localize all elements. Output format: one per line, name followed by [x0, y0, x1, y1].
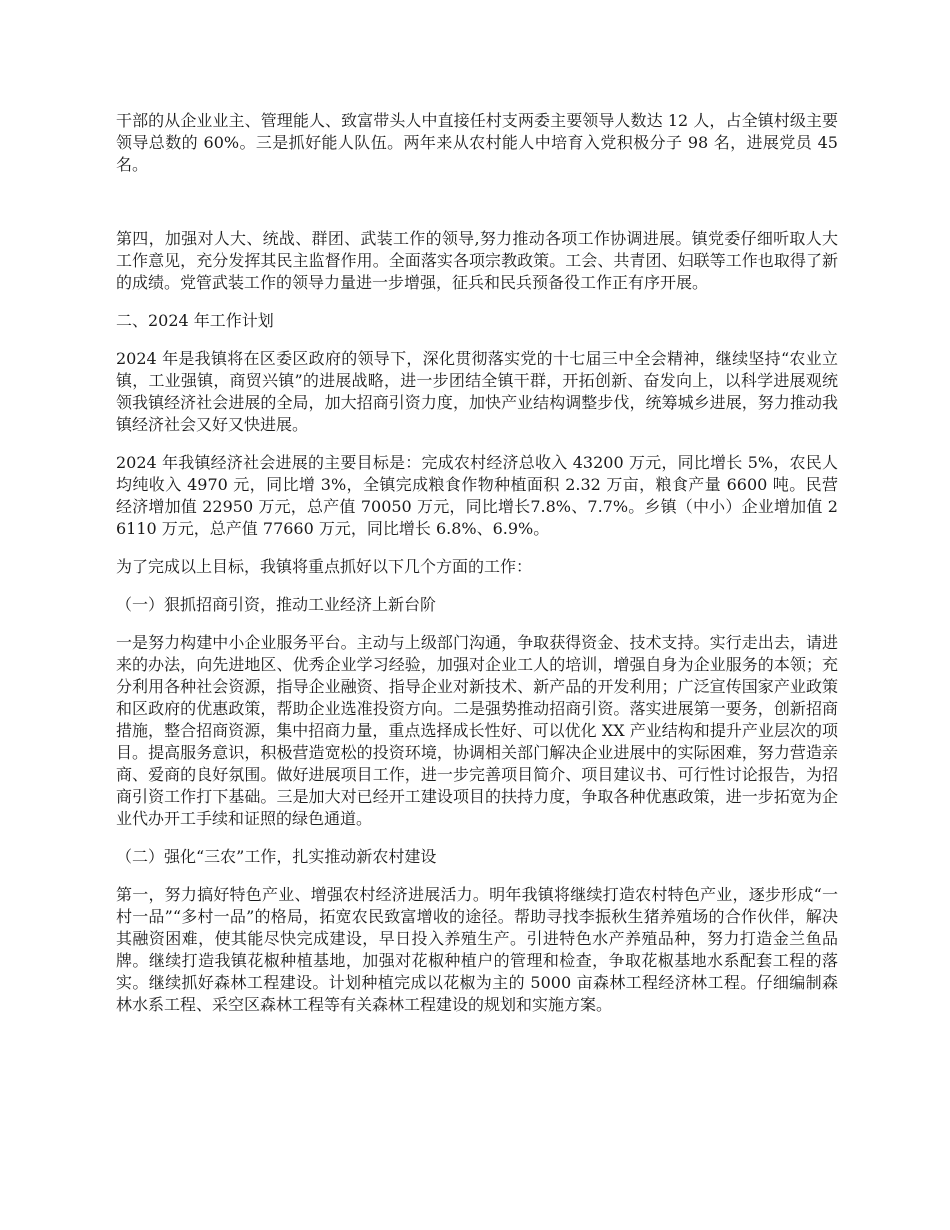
paragraph-fourth-point: 第四，加强对人大、统战、群团、武装工作的领导,努力推动各项工作协调进展。镇党委仔细听取人大工作意见，充分发挥其民主监督作用。全面落实各项宗教政策。工会、共青团、妇联等工作也取得了新的成绩。党管武装工作的领导力量进一步增强，征兵和民兵预备役工作正有序开展。: [116, 229, 838, 292]
paragraph-investment-details: 一是努力构建中小企业服务平台。主动与上级部门沟通，争取获得资金、技术支持。实行走出去，请进来的办法，向先进地区、优秀企业学习经验，加强对企业工人的培训，增强自身为企业服务的本领；充分利用各种社会资源，指导企业融资、指导企业对新技术、新产品的开发利用；广泛宣传国家产业政策和区政府的优惠政策，帮助企业选准投资方向。二是强势推动招商引资。落实进展第一要务，创新招商措施，整合招商资源，集中招商力量，重点选择成长性好、可以优化 XX 产业结构和提升产业层次的项目。提高服务意识，积极营造宽松的投资环境，协调相关部门解决企业进展中的实际困难，努力营造亲商、爱商的良好氛围。做好进展项目工作，进一步完善项目简介、项目建议书、可行性讨论报告，为招商引资工作打下基础。三是加大对已经开工建设项目的扶持力度，争取各种优惠政策，进一步拓宽为企业代办开工手续和证照的绿色通道。: [116, 633, 838, 828]
paragraph-agriculture-details: 第一，努力搞好特色产业、增强农村经济进展活力。明年我镇将继续打造农村特色产业，逐步形成“一村一品”“多村一品”的格局，拓宽农民致富增收的途径。帮助寻找李振秋生猪养殖场的合作伙伴，解决其融资困难，使其能尽快完成建设，早日投入养殖生产。引进特色水产养殖品种，努力打造金兰鱼品牌。继续打造我镇花椒种植基地，加强对花椒种植户的管理和检查，争取花椒基地水系配套工程的落实。继续抓好森林工程建设。计划种植完成以花椒为主的 5000 亩森林工程经济林工程。仔细编制森林水系工程、采空区森林工程等有关森林工程建设的规划和实施方案。: [116, 885, 838, 1014]
subheading-agriculture: （二）强化“三农”工作，扎实推动新农村建设: [116, 847, 437, 866]
paragraph-2024-overview: 2024 年是我镇将在区委区政府的领导下，深化贯彻落实党的十七届三中全会精神，继续坚持“农业立镇，工业强镇，商贸兴镇”的进展战略，进一步团结全镇干群，开拓创新、奋发向上，以科学进展观统领我镇经济社会进展的全局，加大招商引资力度，加快产业结构调整步伐，统筹城乡进展，努力推动我镇经济社会又好又快进展。: [116, 349, 838, 434]
paragraph-cadre-stats: 干部的从企业业主、管理能人、致富带头人中直接任村支两委主要领导人数达 12 人，占全镇村级主要领导总数的 60%。三是抓好能人队伍。两年来从农村能人中培育入党积极分子 98 名，进展党员 45 名。: [116, 111, 838, 174]
subheading-investment: （一）狠抓招商引资，推动工业经济上新台阶: [116, 595, 437, 614]
paragraph-work-intro: 为了完成以上目标，我镇将重点抓好以下几个方面的工作：: [116, 557, 533, 576]
section-heading-2024-plan: 二、2024 年工作计划: [116, 311, 274, 330]
paragraph-2024-targets: 2024 年我镇经济社会进展的主要目标是：完成农村经济总收入 43200 万元，同比增长 5%，农民人均纯收入 4970 元，同比增 3%，全镇完成粮食作物种植面积 2.32 万亩，粮食产量 6600 吨。民营经济增加值 22950 万元，总产值 70050 万元，同比增长7.8%、7.7%。乡镇（中小）企业增加值 26110 万元，总产值 77660 万元，同比增长 6.8%、6.9%。: [116, 453, 838, 538]
document-page: [116, 110, 838, 1016]
